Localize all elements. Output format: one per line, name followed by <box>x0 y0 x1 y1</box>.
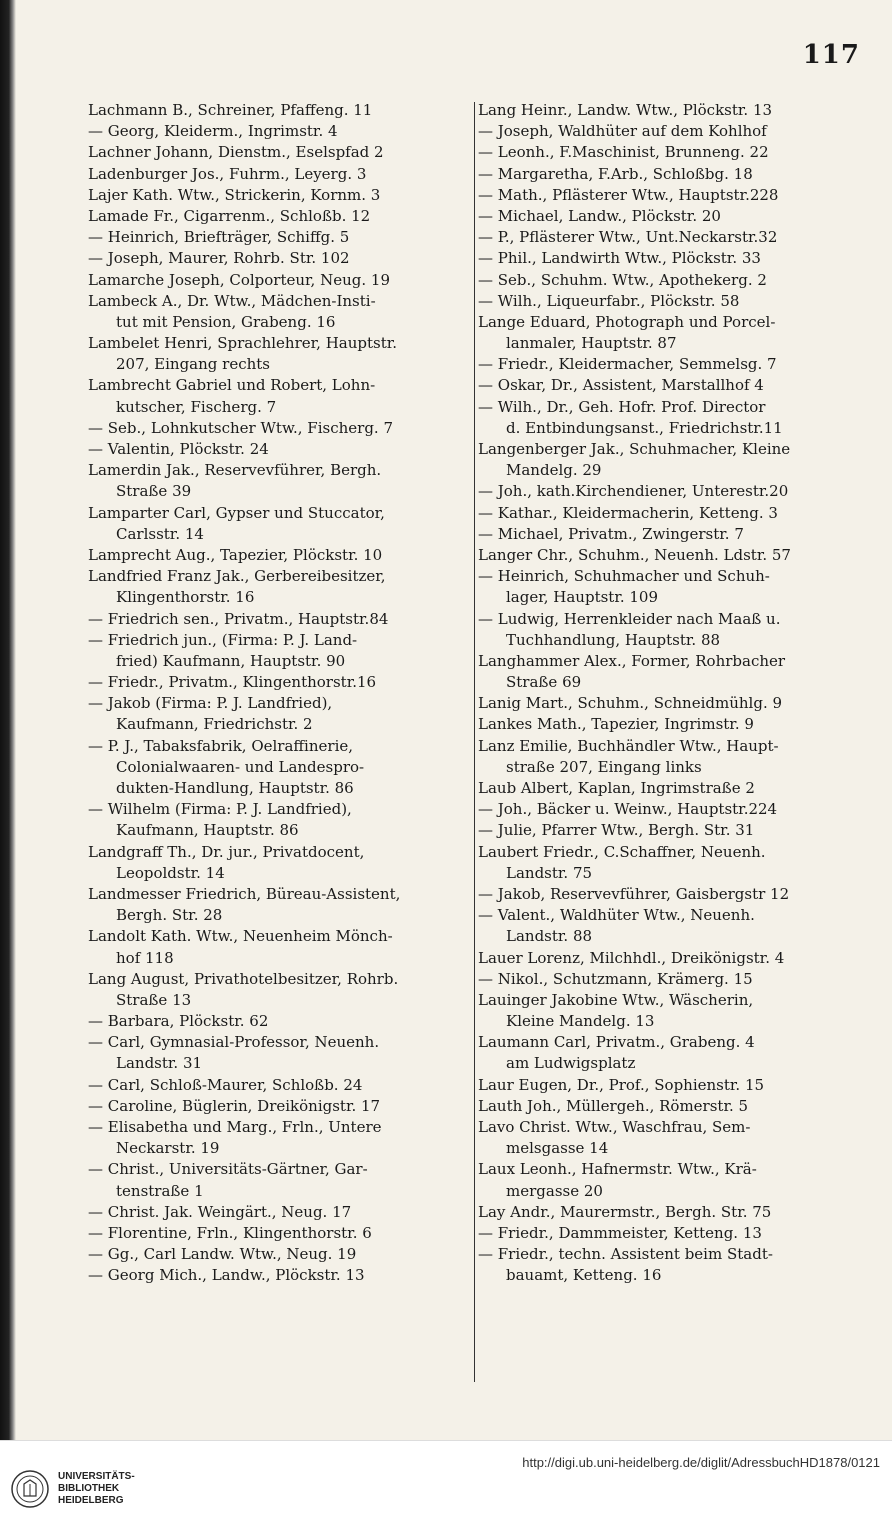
directory-entry-line: Lanig Mart., Schuhm., Schneidmühlg. 9 <box>478 694 783 713</box>
directory-entry-line: — Carl, Gymnasial-Professor, Neuenh. <box>88 1033 380 1052</box>
directory-entry-line: — Friedrich jun., (Firma: P. J. Land- <box>88 630 358 649</box>
directory-entry-line: Lamparter Carl, Gypser und Stuccator, <box>88 503 385 522</box>
directory-entry-line: Kaufmann, Hauptstr. 86 <box>116 821 299 840</box>
directory-entry-line: — P. J., Tabaksfabrik, Oelraffinerie, <box>88 736 354 755</box>
library-name <box>58 1471 135 1507</box>
directory-entry-line: Laub Albert, Kaplan, Ingrimstraße 2 <box>478 779 755 797</box>
directory-entry-line: Lanz Emilie, Buchhändler Wtw., Haupt- <box>478 736 779 755</box>
directory-entry-line: Lajer Kath. Wtw., Strickerin, Kornm. 3 <box>88 185 381 204</box>
directory-entry-line: Lambeck A., Dr. Wtw., Mädchen-Insti- <box>88 291 376 310</box>
directory-entry-line: — Jakob, Reservevführer, Gaisbergstr 12 <box>478 884 790 903</box>
directory-entry-line: Laux Leonh., Hafnermstr. Wtw., Krä- <box>478 1160 757 1179</box>
directory-entry-line: Lauinger Jakobine Wtw., Wäscherin, <box>478 990 754 1009</box>
directory-entry-line: Landstr. 31 <box>116 1054 203 1073</box>
directory-entry-line: lager, Hauptstr. 109 <box>506 588 659 607</box>
directory-entry-line: hof 118 <box>116 948 174 967</box>
directory-entry-line: Laur Eugen, Dr., Prof., Sophienstr. 15 <box>478 1075 765 1094</box>
directory-entry-line: Lauer Lorenz, Milchhdl., Dreikönigstr. 4 <box>478 948 785 967</box>
directory-entry-line: Mandelg. 29 <box>506 461 602 480</box>
directory-entry-line: Laumann Carl, Privatm., Grabeng. 4 <box>478 1033 755 1052</box>
directory-entry-line: — Jakob (Firma: P. J. Landfried), <box>88 694 333 713</box>
directory-entry-line: Langer Chr., Schuhm., Neuenh. Ldstr. 57 <box>478 545 791 564</box>
directory-entry-line: dukten-Handlung, Hauptstr. 86 <box>116 779 354 797</box>
directory-entry-line: Landstr. 75 <box>506 863 593 882</box>
directory-entry-line: — Elisabetha und Marg., Frln., Untere <box>88 1118 382 1136</box>
directory-entry-line: Lamade Fr., Cigarrenm., Schloßb. 12 <box>88 206 371 225</box>
directory-columns <box>88 100 860 1390</box>
directory-entry-line: melsgasse 14 <box>506 1139 609 1158</box>
directory-entry-line: — Wilh., Liqueurfabr., Plöckstr. 58 <box>478 291 740 310</box>
university-seal-icon <box>10 1469 50 1509</box>
directory-entry-line: — Gg., Carl Landw. Wtw., Neug. 19 <box>88 1245 357 1264</box>
directory-entry-line: Landfried Franz Jak., Gerbereibesitzer, <box>88 567 386 586</box>
directory-entry-line: Klingenthorstr. 16 <box>116 588 255 607</box>
directory-entry-line: — Seb., Schuhm. Wtw., Apothekerg. 2 <box>478 270 767 289</box>
library-name-line: BIBLIOTHEK <box>58 1483 120 1494</box>
column-divider <box>474 102 475 1382</box>
directory-entry-line: Lang Heinr., Landw. Wtw., Plöckstr. 13 <box>478 101 773 119</box>
directory-entry-line: Laubert Friedr., C.Schaffner, Neuenh. <box>478 842 766 861</box>
directory-entry-line: — Michael, Privatm., Zwingerstr. 7 <box>478 524 744 543</box>
directory-entry-line: — Michael, Landw., Plöckstr. 20 <box>478 206 721 225</box>
directory-entry-line: bauamt, Ketteng. 16 <box>506 1266 662 1285</box>
directory-entry-line: Carlsstr. 14 <box>116 524 204 543</box>
directory-entry-line: Lamerdin Jak., Reservevführer, Bergh. <box>88 461 382 480</box>
directory-entry-line: — Margaretha, F.Arb., Schloßbg. 18 <box>478 164 753 183</box>
directory-entry-line: straße 207, Eingang links <box>506 757 702 776</box>
directory-entry-line: — P., Pflästerer Wtw., Unt.Neckarstr.32 <box>478 228 778 247</box>
directory-entry-line: — Florentine, Frln., Klingenthorstr. 6 <box>88 1223 372 1242</box>
directory-entry-line: — Heinrich, Schuhmacher und Schuh- <box>478 567 770 586</box>
directory-entry-line: Lankes Math., Tapezier, Ingrimstr. 9 <box>478 715 754 734</box>
directory-entry-line: — Ludwig, Herrenkleider nach Maaß u. <box>478 609 781 628</box>
directory-entry-line: — Kathar., Kleidermacherin, Ketteng. 3 <box>478 503 778 522</box>
directory-entry-line: — Seb., Lohnkutscher Wtw., Fischerg. 7 <box>88 418 393 437</box>
directory-entry-line: — Friedr., Privatm., Klingenthorstr.16 <box>88 673 377 692</box>
directory-entry-line: — Carl, Schloß-Maurer, Schloßb. 24 <box>88 1075 363 1094</box>
directory-entry-line: Lauth Joh., Müllergeh., Römerstr. 5 <box>478 1096 749 1115</box>
book-spine-shadow <box>0 0 16 1440</box>
directory-entry-line: Kaufmann, Friedrichstr. 2 <box>116 715 313 734</box>
directory-entry-line: Lachner Johann, Dienstm., Eselspfad 2 <box>88 143 384 162</box>
directory-entry-line: Bergh. Str. 28 <box>116 906 223 925</box>
directory-entry-line: — Friedr., Dammmeister, Ketteng. 13 <box>478 1223 762 1242</box>
directory-entry-line: fried) Kaufmann, Hauptstr. 90 <box>116 651 346 670</box>
directory-entry-line: — Math., Pflästerer Wtw., Hauptstr.228 <box>478 185 779 204</box>
footer-bar <box>0 1440 892 1536</box>
directory-entry-line: tenstraße 1 <box>116 1181 204 1200</box>
directory-entry-line: Lambelet Henri, Sprachlehrer, Hauptstr. <box>88 334 398 353</box>
directory-entry-line: — Joh., Bäcker u. Weinw., Hauptstr.224 <box>478 800 778 819</box>
directory-entry-line: Straße 13 <box>116 990 192 1009</box>
directory-entry-line: kutscher, Fischerg. 7 <box>116 397 277 416</box>
directory-entry-line: Langenberger Jak., Schuhmacher, Kleine <box>478 440 791 458</box>
directory-entry-line: Lang August, Privathotelbesitzer, Rohrb. <box>88 969 399 988</box>
directory-entry-line: Landolt Kath. Wtw., Neuenheim Mönch- <box>88 927 393 946</box>
right-column <box>478 100 860 1390</box>
directory-entry-line: Neckarstr. 19 <box>116 1139 220 1158</box>
directory-entry-line: — Georg, Kleiderm., Ingrimstr. 4 <box>88 122 338 141</box>
directory-entry-line: — Phil., Landwirth Wtw., Plöckstr. 33 <box>478 249 761 268</box>
directory-entry-line: Landstr. 88 <box>506 927 593 946</box>
directory-entry-line: — Caroline, Büglerin, Dreikönigstr. 17 <box>88 1096 381 1115</box>
directory-entry-line: — Friedr., Kleidermacher, Semmelsg. 7 <box>478 355 777 374</box>
directory-entry-line: Lachmann B., Schreiner, Pfaffeng. 11 <box>88 101 373 119</box>
directory-entry-line: Langhammer Alex., Former, Rohrbacher <box>478 651 786 670</box>
directory-entry-line: Lange Eduard, Photograph und Porcel- <box>478 312 776 331</box>
directory-entry-line: — Leonh., F.Maschinist, Brunneng. 22 <box>478 143 769 162</box>
directory-entry-line: — Oskar, Dr., Assistent, Marstallhof 4 <box>478 376 764 395</box>
directory-entry-line: Colonialwaaren- und Landespro- <box>116 757 365 776</box>
directory-entry-line: — Valentin, Plöckstr. 24 <box>88 440 269 458</box>
directory-entry-line: Lay Andr., Maurermstr., Bergh. Str. 75 <box>478 1202 772 1221</box>
directory-entry-line: — Wilh., Dr., Geh. Hofr. Prof. Director <box>478 397 766 416</box>
page-number: 117 <box>802 40 860 70</box>
directory-entry-line: tut mit Pension, Grabeng. 16 <box>116 312 336 331</box>
directory-entry-line: — Nikol., Schutzmann, Krämerg. 15 <box>478 969 753 988</box>
library-name-line: UNIVERSITÄTS- <box>58 1471 135 1482</box>
directory-entry-line: Lamarche Joseph, Colporteur, Neug. 19 <box>88 270 390 289</box>
directory-entry-line: Kleine Mandelg. 13 <box>506 1012 655 1031</box>
directory-entry-line: — Heinrich, Briefträger, Schiffg. 5 <box>88 228 350 247</box>
directory-entry-line: 207, Eingang rechts <box>116 355 270 374</box>
directory-entry-line: — Valent., Waldhüter Wtw., Neuenh. <box>478 906 755 925</box>
directory-entry-line: — Barbara, Plöckstr. 62 <box>88 1012 269 1031</box>
directory-entry-line: — Friedr., techn. Assistent beim Stadt- <box>478 1245 773 1264</box>
directory-entry-line: Leopoldstr. 14 <box>116 863 225 882</box>
directory-entry-line: Lambrecht Gabriel und Robert, Lohn- <box>88 376 376 395</box>
directory-entry-line: — Joh., kath.Kirchendiener, Unterestr.20 <box>478 482 789 501</box>
directory-entry-line: mergasse 20 <box>506 1181 603 1200</box>
directory-entry-line: — Joseph, Maurer, Rohrb. Str. 102 <box>88 249 350 268</box>
directory-entry-line: — Julie, Pfarrer Wtw., Bergh. Str. 31 <box>478 821 755 840</box>
directory-entry-line: Straße 69 <box>506 673 582 692</box>
directory-entry-line: — Christ., Universitäts-Gärtner, Gar- <box>88 1160 368 1179</box>
directory-entry-line: — Joseph, Waldhüter auf dem Kohlhof <box>478 122 767 141</box>
directory-entry-line: Landmesser Friedrich, Büreau-Assistent, <box>88 884 401 903</box>
source-url[interactable]: http://digi.ub.uni-heidelberg.de/diglit/AdressbuchHD1878/0121 <box>522 1455 880 1470</box>
directory-entry-line: Ladenburger Jos., Fuhrm., Leyerg. 3 <box>88 164 367 183</box>
directory-entry-line: am Ludwigsplatz <box>506 1054 636 1073</box>
directory-entry-line: Lavo Christ. Wtw., Waschfrau, Sem- <box>478 1118 751 1136</box>
directory-entry-line: Lamprecht Aug., Tapezier, Plöckstr. 10 <box>88 545 383 564</box>
directory-entry-line: — Wilhelm (Firma: P. J. Landfried), <box>88 800 352 819</box>
directory-entry-line: lanmaler, Hauptstr. 87 <box>506 334 677 353</box>
directory-entry-line: — Friedrich sen., Privatm., Hauptstr.84 <box>88 609 389 628</box>
directory-entry-line: Tuchhandlung, Hauptstr. 88 <box>506 630 721 649</box>
directory-entry-line: — Christ. Jak. Weingärt., Neug. 17 <box>88 1202 352 1221</box>
left-column <box>88 100 472 1390</box>
directory-entry-line: Landgraff Th., Dr. jur., Privatdocent, <box>88 842 365 861</box>
library-name-line: HEIDELBERG <box>58 1495 124 1506</box>
directory-entry-line: Straße 39 <box>116 482 192 501</box>
directory-entry-line: d. Entbindungsanst., Friedrichstr.11 <box>506 418 783 437</box>
directory-entry-line: — Georg Mich., Landw., Plöckstr. 13 <box>88 1266 365 1285</box>
